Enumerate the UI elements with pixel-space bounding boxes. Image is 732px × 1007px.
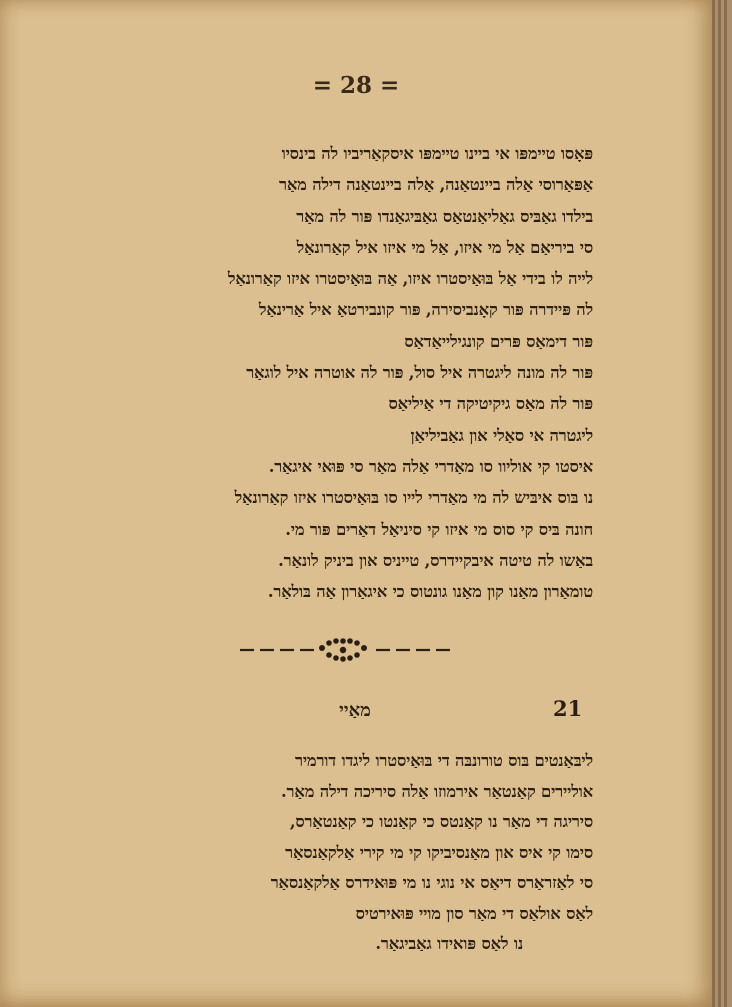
poem-stanza-1 [88,138,593,607]
poem-line: לה פּיידרה פּור קאָנביסירה, פּור קונבירטאַ איל אַרינאַל [258,300,593,320]
poem-line: סימו קי איס און מאַנסיביקו קי מי קירי אַלקאַנסאַר [285,842,593,862]
page-number: = 28 = [312,72,400,99]
poem-line: טומאַרון מאַנו קון מאַנו גונטוס כי איגאַרון אַה בּולאַר. [267,582,593,602]
page-edge [712,0,715,1007]
poem-line: בילדו גאַבּיס גאַליאַנטאַס גאַבּיגאַנדו פּור לה מאַר [296,206,593,226]
poem-line: סיריגה די מאַר נו קאַנטס כי קאַנטו כי קאַנטאַרס, [289,812,593,831]
page-edge [718,0,721,1007]
section-number: 21 [553,696,583,721]
poem-line: אוליירים קאַנטאַר אירמוזו אַלה סיריכה דילה מאַר. [281,781,593,801]
poem-line: פּור דימאַס פּרים קונגילייאַדאַס [404,331,593,351]
poem-line: סי ביריאַם אַל מי איזו, אַל מי איזו איל קאַרונאַל [296,237,593,257]
poem-line: חונה בּיס קי סוס מי איזו קי סיניאַל דאַרים פּור מי. [285,519,593,539]
ornamental-divider [240,635,450,665]
poem-line: פּור לה מאַס גיקיטיקה די אַיליאַס [388,394,593,414]
poem-line: נו לאַס פּואידו גאַביגאַר. [375,934,523,953]
page-edge [724,0,727,1007]
poem-line: אַפּאַרוסי אַלה ביינטאַנה, אַלה ביינטאַנה דילה מאַר [279,175,593,195]
poem-line: פּור לה מונה ליגטרה איל סול, פּור לה אוטרה איל לוגאַר [246,363,593,383]
poem-line: ליבּאַנטים בּוס טורונבּה די בּוּאַיסטרו ליגדו דורמיר [294,751,593,770]
poem-line: איסטו קי אוליוו סו מאַדרי אַלה מאַר סי פּוּאי איגאַר. [268,456,593,476]
poem-line: באַשו לה טיטה איבקיידרס, טייניס און ביניק לונאַר. [278,550,593,570]
poem-line: לייה לו בידי אַל בּוּאַיסטרו איזו, אַה בּוּאַיסטרו איזו קאַרונאַל [227,269,593,289]
section-title: מאַיי [339,700,371,721]
poem-line: פּאָסו טיימפּו אי ביינו טיימפּו איסקאַריביו לה בינסיו [281,144,593,163]
poem-line: סי לאַזראַרס דיאַס אי נוגי נו מי פּוּאידרס אַלקאַנסאַר [270,873,593,892]
poem-line: נו בּוס איבּיש לה מי מאַדרי לייו סו בּוּאַיסטרו איזו קאַרונאַל [234,488,593,508]
poem-line: ליגטרה אי סאַלי און גאַביליאַן [410,425,593,445]
poem-stanza-2 [88,746,593,960]
poem-line: לאַס אולאַס די מאַר סון מויי פּוּאירטיס [355,903,593,923]
